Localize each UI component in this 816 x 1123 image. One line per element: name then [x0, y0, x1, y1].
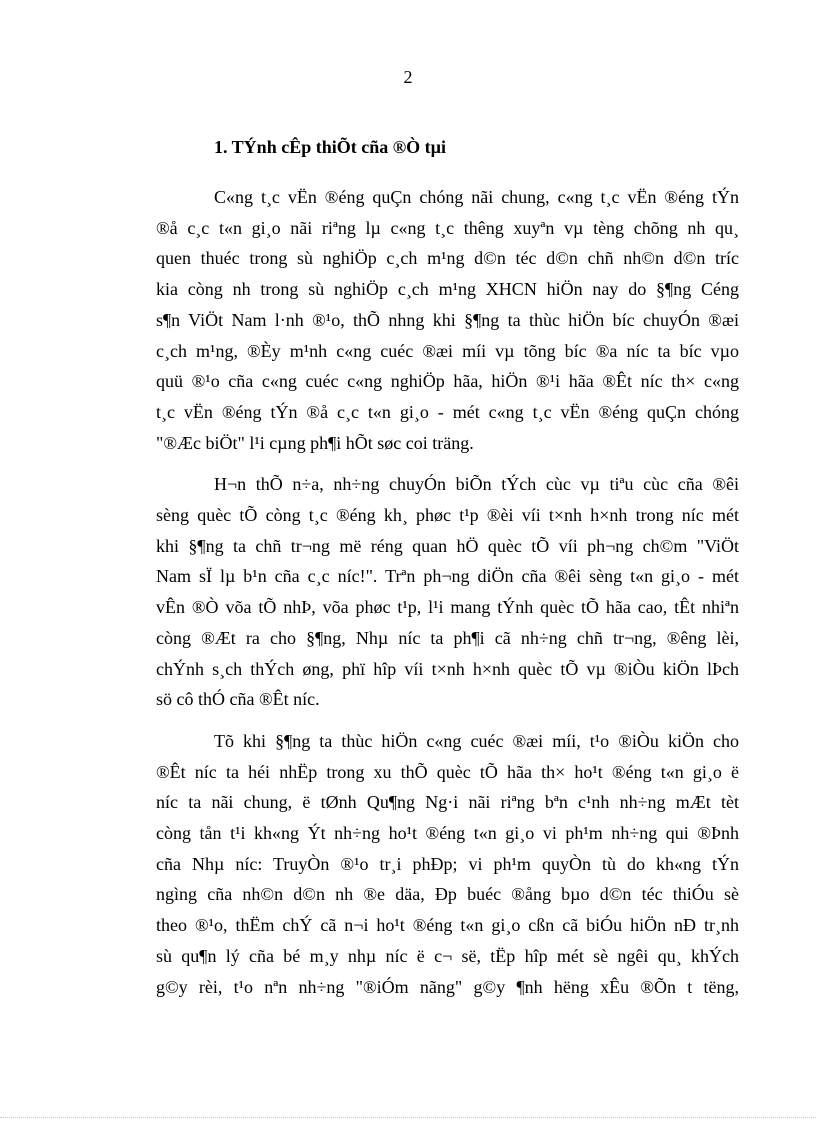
document-body	[156, 132, 739, 1013]
paragraph-line: sèng quèc tÕ còng t¸c ®éng kh¸ phøc t¹p ®èi víi t×nh h×nh trong níc mét	[156, 505, 739, 526]
paragraph-line: quen thuéc trong sù nghiÖp c¸ch m¹ng d©n téc d©n chñ nh©n d©n tríc	[156, 248, 739, 269]
paragraph-line: khi §¶ng ta chñ tr¬ng më réng quan hÖ quèc tÕ víi ph¬ng ch©m "ViÖt	[156, 535, 739, 556]
paragraph-line: s¶n ViÖt Nam l·nh ®¹o, thÕ nhng khi §¶ng ta thùc hiÖn bíc chuyÓn ®æi	[156, 309, 739, 330]
paragraph-line: H¬n thÕ n÷a, nh÷ng chuyÓn biÕn tÝch cùc vµ tiªu cùc cña ®êi	[214, 474, 739, 495]
paragraph-1	[156, 182, 739, 458]
page-number: 2	[403, 67, 413, 87]
paragraph-line: g©y rèi, t¹o nªn nh÷ng "®iÓm nãng" g©y ¶nh hëng xÊu ®Õn t tëng,	[156, 976, 739, 997]
paragraph-line: ®å c¸c t«n gi¸o nãi riªng lµ c«ng t¸c thêng xuyªn vµ tèng chõng nh qu¸	[156, 217, 739, 238]
paragraph-line: chÝnh s¸ch thÝch øng, phï hîp víi t×nh h×nh quèc tÕ vµ ®iÒu kiÖn lÞch	[156, 658, 739, 679]
paragraph-line: vÊn ®Ò võa tÕ nhÞ, võa phøc t¹p, l¹i mang tÝnh quèc tÕ hãa cao, tÊt nhiªn	[156, 597, 739, 618]
paragraph-line: theo ®¹o, thËm chÝ cã n¬i ho¹t ®éng t«n gi¸o cßn cã biÓu hiÖn nÐ tr¸nh	[156, 915, 739, 936]
page-bottom-divider	[0, 1117, 816, 1118]
paragraph-line: Tõ khi §¶ng ta thùc hiÖn c«ng cuéc ®æi míi, t¹o ®iÒu kiÖn cho	[214, 730, 739, 751]
paragraph-3	[156, 726, 739, 1002]
paragraph-line: Nam sÏ lµ b¹n cña c¸c níc!". Trªn ph¬ng diÖn cña ®êi sèng t«n gi¸o - mét	[156, 566, 739, 587]
paragraph-line: ®Êt níc ta héi nhËp trong xu thÕ quèc tÕ hãa th× ho¹t ®éng t«n gi¸o ë	[156, 761, 739, 782]
paragraph-line: "®Æc biÖt" l¹i cµng ph¶i hÕt søc coi träng.	[156, 432, 474, 453]
paragraph-line: C«ng t¸c vËn ®éng quÇn chóng nãi chung, c«ng t¸c vËn ®éng tÝn	[214, 187, 739, 207]
paragraph-line: c¸ch m¹ng, ®Èy m¹nh c«ng cuéc ®æi míi vµ tõng bíc ®a níc ta bíc vµo	[156, 340, 739, 361]
paragraph-line: còng ®Æt ra cho §¶ng, Nhµ níc ta ph¶i cã nh÷ng chñ tr¬ng, ®êng lèi,	[156, 627, 739, 648]
paragraph-2	[156, 469, 739, 715]
paragraph-line: sù qu¶n lý cña bé m¸y nhµ níc ë c¬ së, tËp hîp mét sè ngêi qu¸ khÝch	[156, 945, 739, 966]
paragraph-line: níc ta nãi chung, ë tØnh Qu¶ng Ng·i nãi riªng bªn c¹nh nh÷ng mÆt tèt	[156, 792, 739, 813]
paragraph-line: t¸c vËn ®éng tÝn ®å c¸c t«n gi¸o - mét c«ng t¸c vËn ®éng quÇn chóng	[156, 401, 739, 422]
paragraph-line: sö cô thÓ cña ®Êt níc.	[156, 689, 320, 710]
paragraph-line: còng tån t¹i kh«ng Ýt nh÷ng ho¹t ®éng t«n gi¸o vi ph¹m nh÷ng qui ®Þnh	[156, 823, 739, 844]
paragraph-line: quü ®¹o cña c«ng cuéc c«ng nghiÖp hãa, hiÖn ®¹i hãa ®Êt níc th× c«ng	[156, 371, 739, 392]
paragraph-line: cña Nhµ níc: TruyÒn ®¹o tr¸i phÐp; vi ph¹m quyÒn tù do kh«ng tÝn	[156, 853, 739, 874]
paragraph-line: ngìng cña nh©n d©n nh ®e däa, Ðp buéc ®ång bµo d©n téc thiÓu sè	[156, 884, 739, 905]
section-heading: 1. TÝnh cÊp thiÕt cña ®Ò tµi	[214, 137, 447, 157]
paragraph-line: kia còng nh trong sù nghiÖp c¸ch m¹ng XHCN hiÖn nay do §¶ng Céng	[156, 279, 739, 300]
